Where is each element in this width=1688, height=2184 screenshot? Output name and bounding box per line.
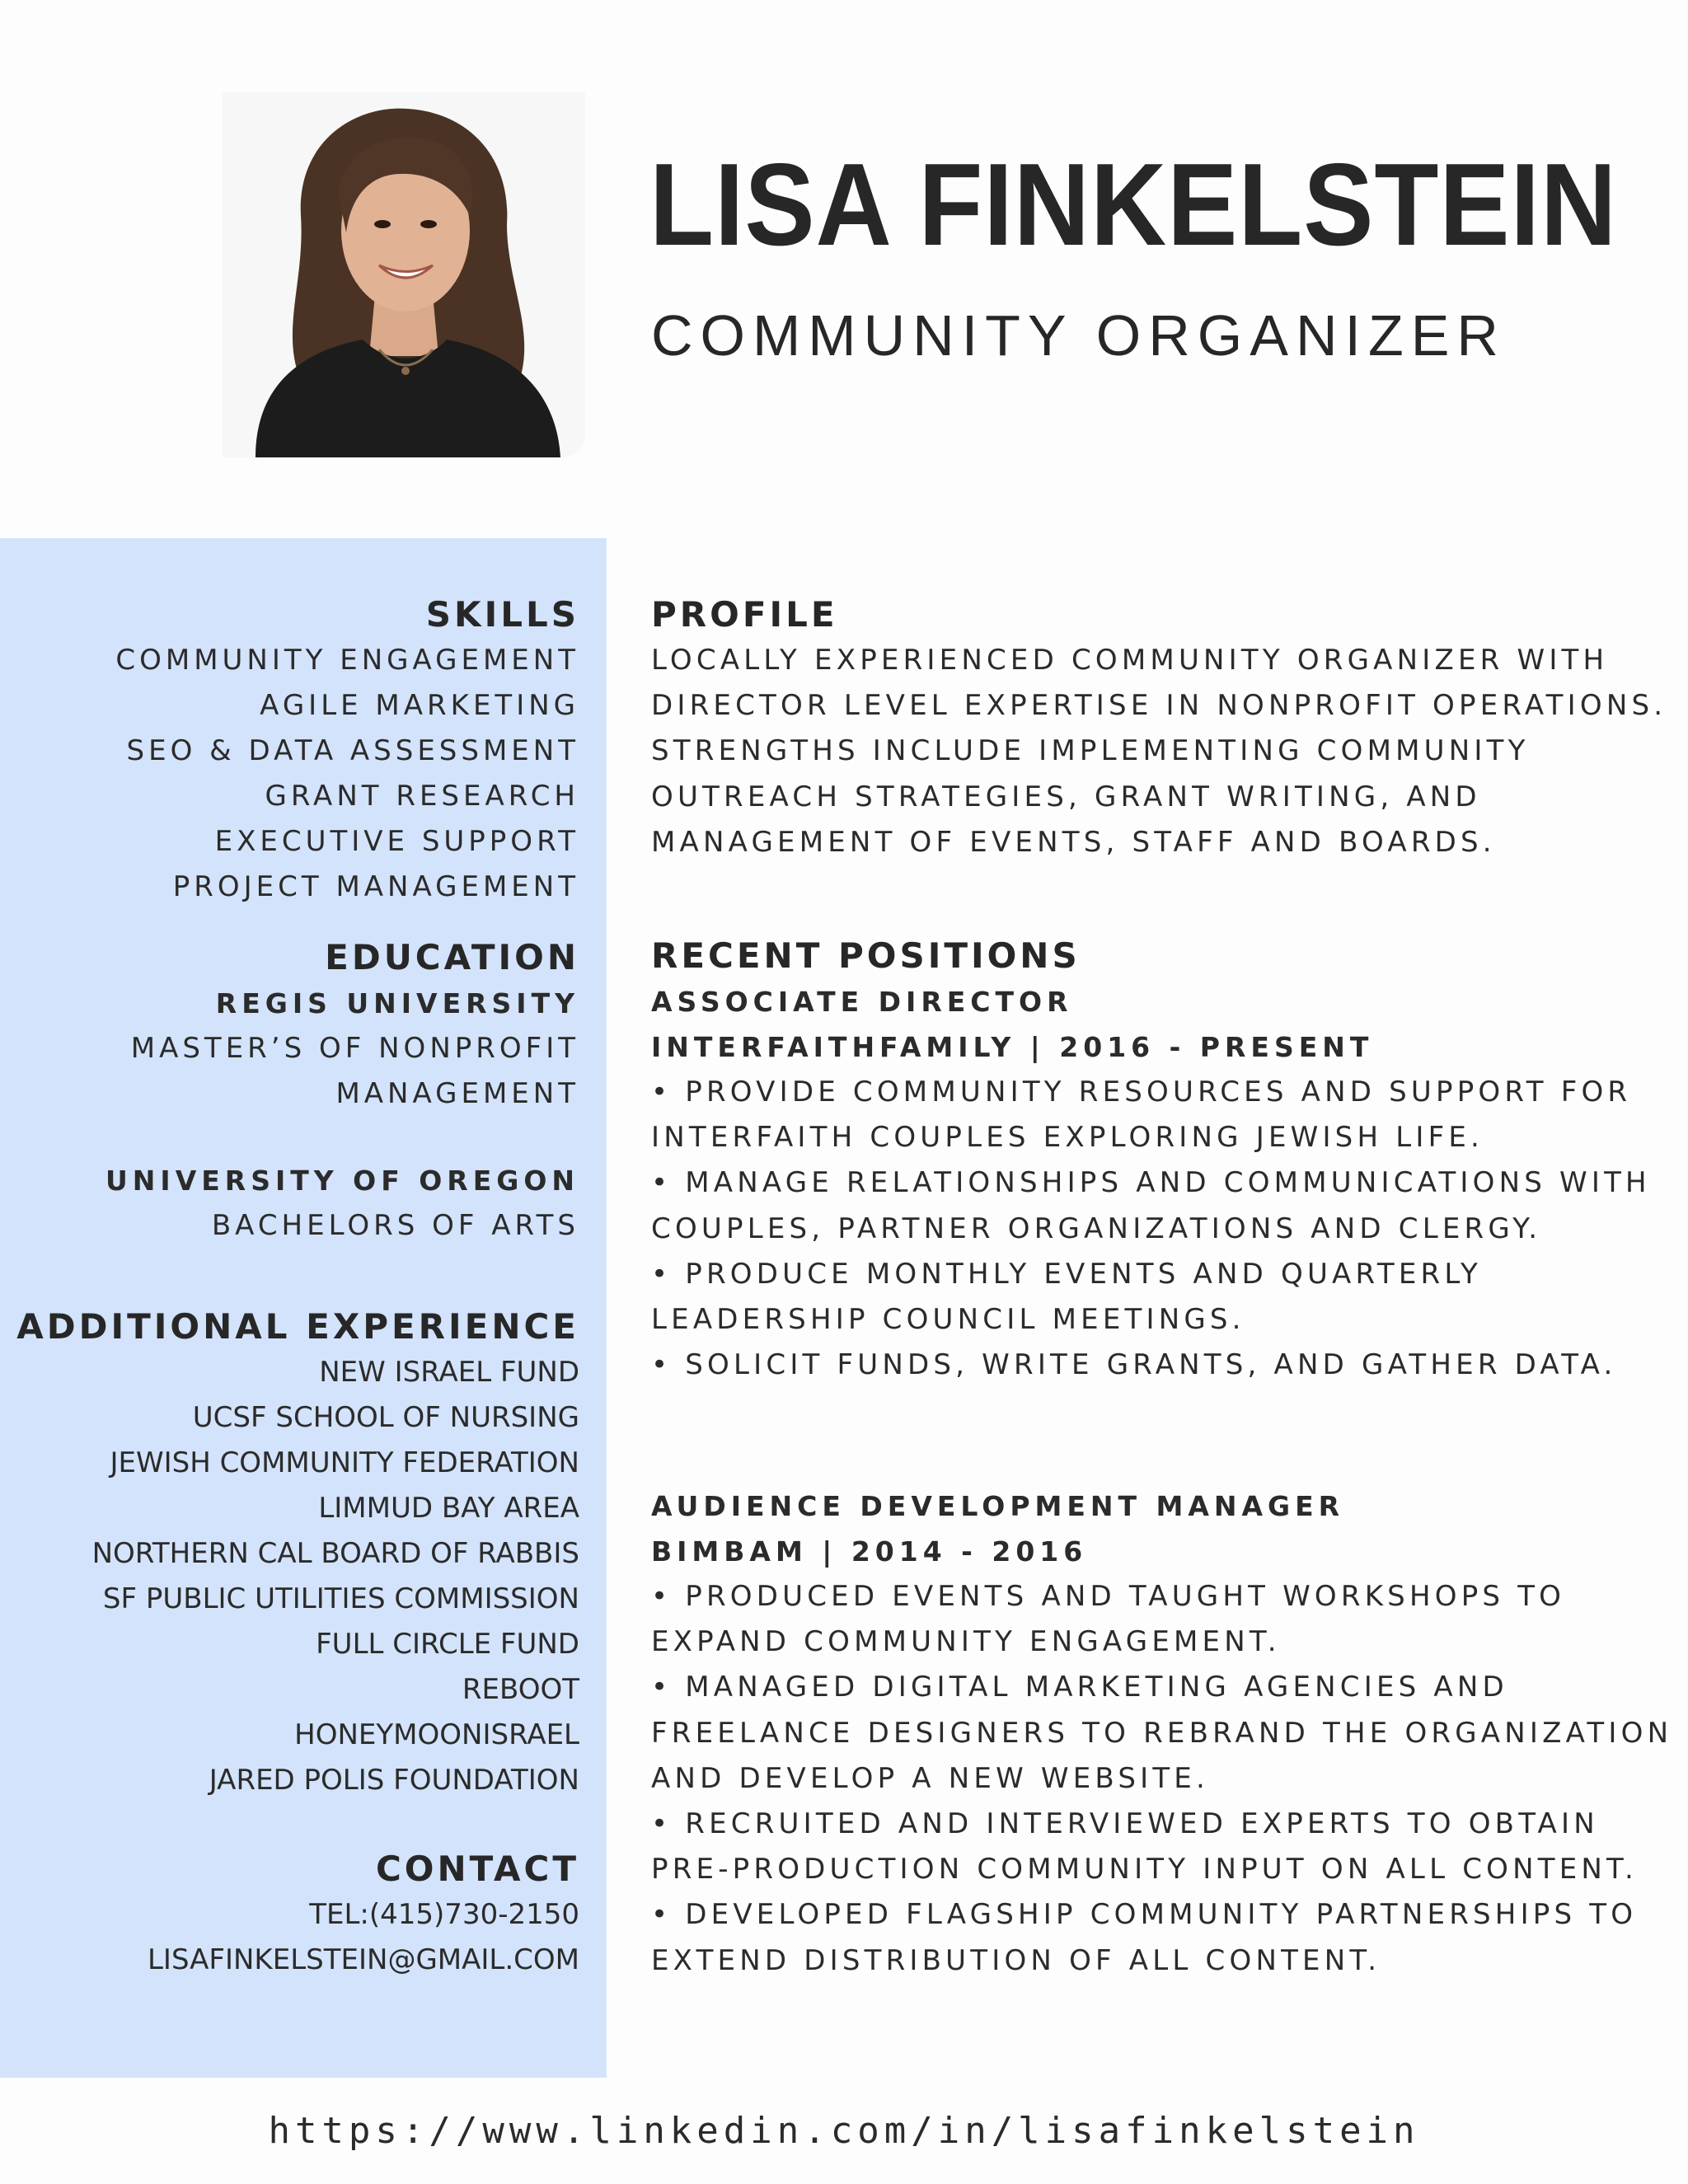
position-role: AUDIENCE DEVELOPMENT MANAGER bbox=[651, 1490, 1345, 1522]
education-school: UNIVERSITY OF OREGON bbox=[106, 1165, 579, 1197]
skill-item: PROJECT MANAGEMENT bbox=[172, 870, 579, 903]
additional-experience-section bbox=[16, 1304, 579, 1803]
position-bullet: • PRODUCED EVENTS AND TAUGHT WORKSHOPS TO bbox=[651, 1580, 1566, 1613]
experience-item: HONEYMOONISRAEL bbox=[294, 1718, 579, 1751]
position-bullet: FREELANCE DESIGNERS TO REBRAND THE ORGANIZATION bbox=[651, 1716, 1673, 1750]
skill-item: COMMUNITY ENGAGEMENT bbox=[115, 644, 579, 677]
experience-item: SF PUBLIC UTILITIES COMMISSION bbox=[102, 1582, 579, 1615]
education-degree: MANAGEMENT bbox=[335, 1077, 579, 1110]
experience-item: REBOOT bbox=[462, 1673, 579, 1706]
skills-heading: SKILLS bbox=[425, 594, 579, 635]
position-role: ASSOCIATE DIRECTOR bbox=[651, 986, 1073, 1018]
profile-line: STRENGTHS INCLUDE IMPLEMENTING COMMUNITY bbox=[651, 734, 1530, 768]
linkedin-link[interactable]: https://www.linkedin.com/in/lisafinkelstein bbox=[268, 2110, 1420, 2152]
skill-item: GRANT RESEARCH bbox=[265, 780, 579, 813]
skill-item: EXECUTIVE SUPPORT bbox=[214, 825, 579, 858]
position-bullet: PRE-PRODUCTION COMMUNITY INPUT ON ALL CONTENT. bbox=[651, 1853, 1638, 1886]
education-heading: EDUCATION bbox=[325, 937, 579, 977]
contact-section bbox=[148, 1846, 579, 1983]
recent-positions-heading: RECENT POSITIONS bbox=[651, 935, 1081, 976]
position-bullet: AND DEVELOP A NEW WEBSITE. bbox=[651, 1761, 1209, 1795]
education-degree: BACHELORS OF ARTS bbox=[211, 1209, 579, 1242]
position-bullet: • MANAGE RELATIONSHIPS AND COMMUNICATIONS WITH bbox=[651, 1166, 1651, 1200]
position-bullet: • SOLICIT FUNDS, WRITE GRANTS, AND GATHER DATA. bbox=[651, 1348, 1617, 1382]
position-bullet: INTERFAITH COUPLES EXPLORING JEWISH LIFE. bbox=[651, 1121, 1484, 1155]
position-bullet: EXPAND COMMUNITY ENGAGEMENT. bbox=[651, 1625, 1281, 1659]
position-bullet: • DEVELOPED FLAGSHIP COMMUNITY PARTNERSHIPS TO bbox=[651, 1898, 1638, 1932]
position-org: BIMBAM | 2014 - 2016 bbox=[651, 1535, 1088, 1568]
position-block bbox=[651, 1483, 1672, 1984]
skill-item: SEO & DATA ASSESSMENT bbox=[126, 734, 579, 767]
profile-line: DIRECTOR LEVEL EXPERTISE IN NONPROFIT OPERATIONS. bbox=[651, 689, 1667, 723]
position-bullet: LEADERSHIP COUNCIL MEETINGS. bbox=[651, 1303, 1245, 1337]
education-degree: MASTER’S OF NONPROFIT bbox=[130, 1032, 579, 1065]
portrait-illustration bbox=[223, 92, 585, 457]
experience-item: NEW ISRAEL FUND bbox=[319, 1356, 579, 1389]
position-bullet: • PRODUCE MONTHLY EVENTS AND QUARTERLY bbox=[651, 1257, 1482, 1291]
position-org: INTERFAITHFAMILY | 2016 - PRESENT bbox=[651, 1031, 1374, 1063]
recent-positions-section bbox=[651, 933, 1651, 1388]
skills-section bbox=[115, 592, 579, 910]
profile-line: OUTREACH STRATEGIES, GRANT WRITING, AND bbox=[651, 780, 1481, 813]
skill-item: AGILE MARKETING bbox=[260, 689, 579, 722]
contact-phone[interactable]: TEL:(415)730-2150 bbox=[309, 1898, 579, 1931]
position-bullet: • PROVIDE COMMUNITY RESOURCES AND SUPPORT FOR bbox=[651, 1076, 1632, 1108]
contact-email[interactable]: LISAFINKELSTEIN@GMAIL.COM bbox=[147, 1943, 579, 1976]
profile-line: MANAGEMENT OF EVENTS, STAFF AND BOARDS. bbox=[651, 825, 1496, 859]
experience-item: UCSF SCHOOL OF NURSING bbox=[192, 1401, 579, 1434]
profile-photo bbox=[223, 92, 585, 457]
profile-section bbox=[651, 592, 1667, 865]
education-section bbox=[106, 935, 579, 1249]
position-bullet: • RECRUITED AND INTERVIEWED EXPERTS TO OBTAIN bbox=[651, 1807, 1599, 1841]
job-title: COMMUNITY ORGANIZER bbox=[651, 303, 1506, 368]
resume-name: LISA FINKELSTEIN bbox=[649, 139, 1618, 270]
position-bullet: EXTEND DISTRIBUTION OF ALL CONTENT. bbox=[651, 1943, 1381, 1977]
experience-item: FULL CIRCLE FUND bbox=[316, 1628, 579, 1661]
profile-line: LOCALLY EXPERIENCED COMMUNITY ORGANIZER WITH bbox=[651, 644, 1609, 677]
experience-item: JEWISH COMMUNITY FEDERATION bbox=[110, 1446, 579, 1479]
position-bullet: COUPLES, PARTNER ORGANIZATIONS AND CLERGY. bbox=[651, 1212, 1542, 1245]
position-bullet: • MANAGED DIGITAL MARKETING AGENCIES AND bbox=[651, 1671, 1508, 1704]
profile-heading: PROFILE bbox=[651, 594, 838, 635]
contact-heading: CONTACT bbox=[375, 1849, 579, 1889]
education-school: REGIS UNIVERSITY bbox=[215, 987, 579, 1019]
experience-item: NORTHERN CAL BOARD OF RABBIS bbox=[91, 1537, 579, 1570]
additional-experience-heading: ADDITIONAL EXPERIENCE bbox=[16, 1306, 579, 1347]
experience-item: LIMMUD BAY AREA bbox=[318, 1492, 579, 1525]
experience-item: JARED POLIS FOUNDATION bbox=[209, 1764, 579, 1797]
